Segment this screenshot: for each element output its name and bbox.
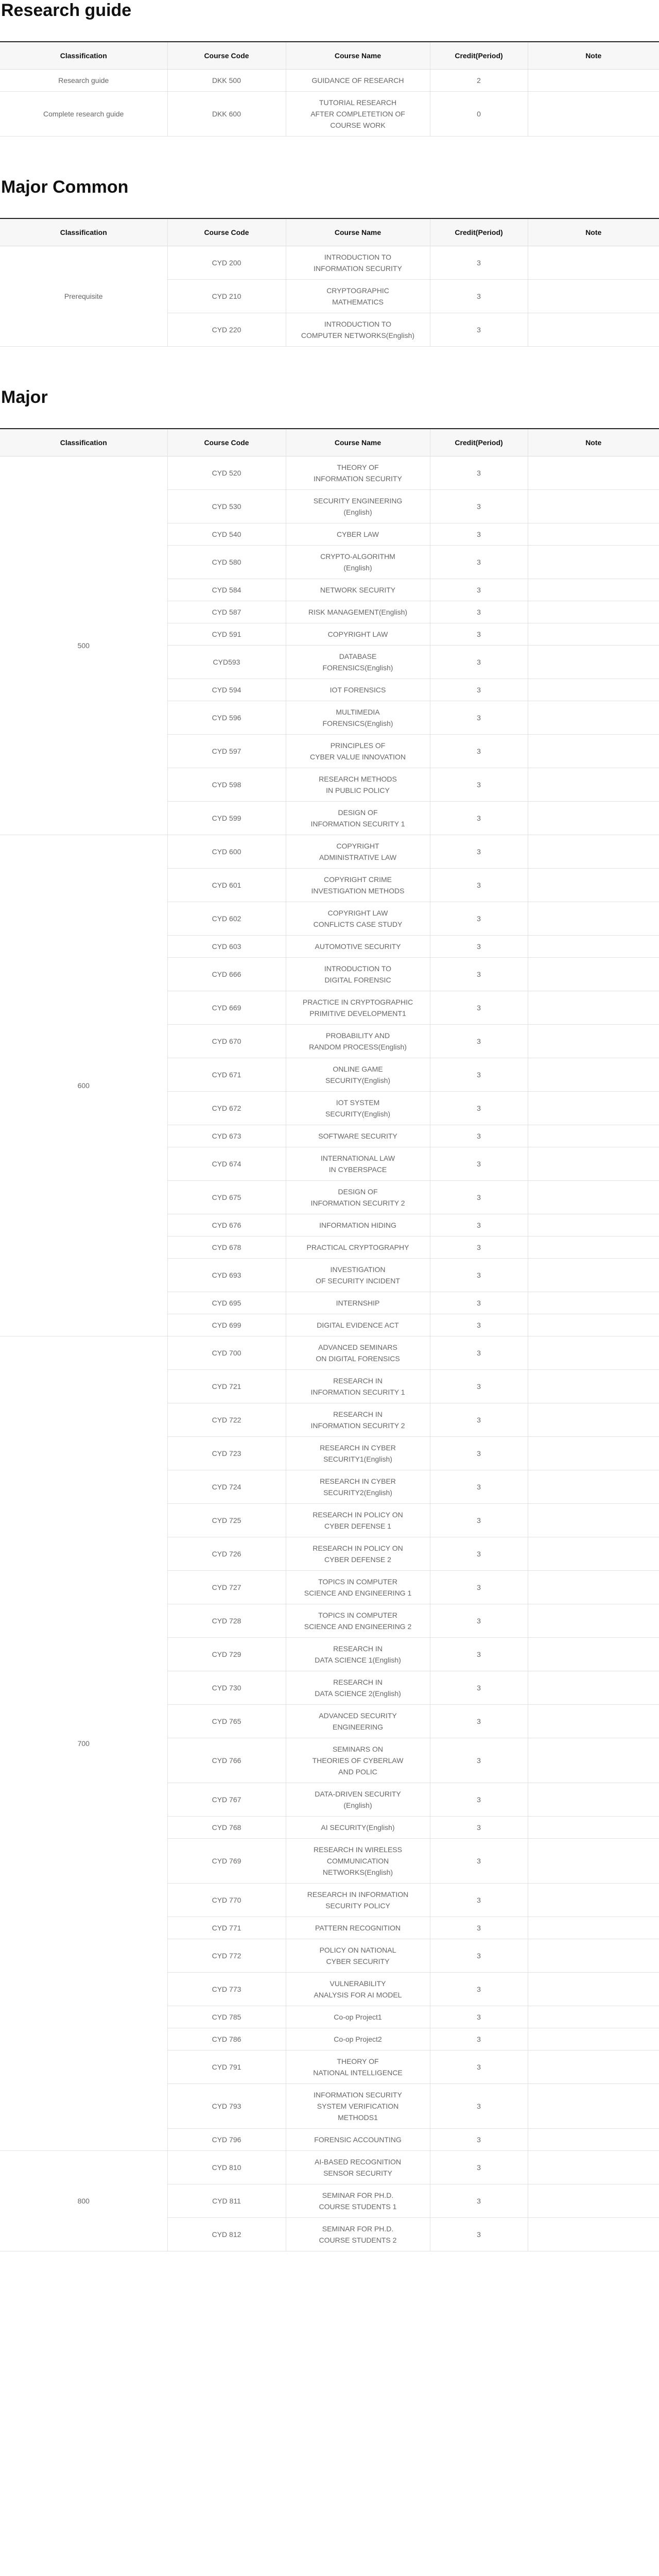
course-name-cell: CRYPTO-ALGORITHM (English) [286, 546, 430, 579]
section-title-research: Research guide [1, 1, 132, 20]
course-code-cell: CYD 672 [167, 1092, 286, 1125]
header-course-name: Course Name [286, 42, 430, 70]
course-name-cell: DATABASE FORENSICS(English) [286, 646, 430, 679]
note-cell [528, 1125, 659, 1147]
course-code-cell: CYD 670 [167, 1025, 286, 1058]
classification-cell: 800 [0, 2151, 167, 2251]
credit-cell: 3 [430, 1236, 528, 1259]
note-cell [528, 2050, 659, 2084]
credit-cell: 3 [430, 280, 528, 313]
note-cell [528, 546, 659, 579]
credit-cell: 3 [430, 2084, 528, 2129]
credit-cell: 3 [430, 1638, 528, 1671]
course-code-cell: CYD 520 [167, 456, 286, 490]
credit-cell: 3 [430, 2028, 528, 2050]
header-course-name: Course Name [286, 218, 430, 246]
course-name-cell: THEORY OF INFORMATION SECURITY [286, 456, 430, 490]
note-cell [528, 1504, 659, 1537]
course-name-cell: AI SECURITY(English) [286, 1817, 430, 1839]
note-cell [528, 313, 659, 347]
note-cell [528, 646, 659, 679]
header-credit: Credit(Period) [430, 429, 528, 456]
course-name-cell: SEMINARS ON THEORIES OF CYBERLAW AND POLIC [286, 1738, 430, 1783]
credit-cell: 3 [430, 1884, 528, 1917]
credit-cell: 3 [430, 802, 528, 835]
note-cell [528, 1092, 659, 1125]
note-cell [528, 1292, 659, 1314]
credit-cell: 3 [430, 546, 528, 579]
credit-cell: 3 [430, 1181, 528, 1214]
header-note: Note [528, 429, 659, 456]
course-code-cell: CYD 673 [167, 1125, 286, 1147]
classification-cell: Research guide [0, 70, 167, 92]
credit-cell: 3 [430, 1058, 528, 1092]
course-code-cell: CYD 723 [167, 1437, 286, 1470]
credit-cell: 3 [430, 246, 528, 280]
course-code-cell: CYD 772 [167, 1939, 286, 1973]
credit-cell: 3 [430, 579, 528, 601]
note-cell [528, 2006, 659, 2028]
course-name-cell: RESEARCH IN DATA SCIENCE 1(English) [286, 1638, 430, 1671]
course-name-cell: RESEARCH IN CYBER SECURITY2(English) [286, 1470, 430, 1504]
credit-cell: 3 [430, 1671, 528, 1705]
course-code-cell: CYD 669 [167, 991, 286, 1025]
header-course-name: Course Name [286, 429, 430, 456]
course-code-cell: CYD 796 [167, 2129, 286, 2151]
course-code-cell: CYD593 [167, 646, 286, 679]
credit-cell: 3 [430, 1370, 528, 1403]
course-name-cell: PRACTICAL CRYPTOGRAPHY [286, 1236, 430, 1259]
credit-cell: 3 [430, 601, 528, 623]
course-name-cell: NETWORK SECURITY [286, 579, 430, 601]
course-code-cell: CYD 598 [167, 768, 286, 802]
course-name-cell: MULTIMEDIA FORENSICS(English) [286, 701, 430, 735]
note-cell [528, 1571, 659, 1604]
course-name-cell: ADVANCED SEMINARS ON DIGITAL FORENSICS [286, 1336, 430, 1370]
course-name-cell: AI-BASED RECOGNITION SENSOR SECURITY [286, 2151, 430, 2184]
course-name-cell: RESEARCH IN POLICY ON CYBER DEFENSE 1 [286, 1504, 430, 1537]
course-name-cell: RESEARCH IN DATA SCIENCE 2(English) [286, 1671, 430, 1705]
course-code-cell: CYD 767 [167, 1783, 286, 1817]
course-name-cell: FORENSIC ACCOUNTING [286, 2129, 430, 2151]
course-name-cell: COPYRIGHT CRIME INVESTIGATION METHODS [286, 869, 430, 902]
course-name-cell: SOFTWARE SECURITY [286, 1125, 430, 1147]
note-cell [528, 1314, 659, 1336]
credit-cell: 3 [430, 1470, 528, 1504]
course-code-cell: CYD 603 [167, 936, 286, 958]
course-code-cell: CYD 700 [167, 1336, 286, 1370]
classification-cell: 600 [0, 835, 167, 1336]
course-code-cell: CYD 786 [167, 2028, 286, 2050]
course-name-cell: RESEARCH IN INFORMATION SECURITY 2 [286, 1403, 430, 1437]
course-code-cell: CYD 730 [167, 1671, 286, 1705]
course-name-cell: COPYRIGHT LAW CONFLICTS CASE STUDY [286, 902, 430, 936]
course-code-cell: CYD 210 [167, 280, 286, 313]
classification-cell: 700 [0, 1336, 167, 2151]
note-cell [528, 70, 659, 92]
note-cell [528, 2028, 659, 2050]
credit-cell: 3 [430, 1504, 528, 1537]
credit-cell: 3 [430, 869, 528, 902]
course-code-cell: CYD 693 [167, 1259, 286, 1292]
credit-cell: 3 [430, 1125, 528, 1147]
note-cell [528, 1470, 659, 1504]
credit-cell: 3 [430, 1783, 528, 1817]
course-name-cell: ONLINE GAME SECURITY(English) [286, 1058, 430, 1092]
course-name-cell: INFORMATION HIDING [286, 1214, 430, 1236]
course-code-cell: CYD 729 [167, 1638, 286, 1671]
course-code-cell: CYD 810 [167, 2151, 286, 2184]
course-name-cell: RESEARCH IN CYBER SECURITY1(English) [286, 1437, 430, 1470]
credit-cell: 3 [430, 835, 528, 869]
course-code-cell: CYD 678 [167, 1236, 286, 1259]
major-common-table [0, 218, 659, 347]
course-name-cell: COPYRIGHT ADMINISTRATIVE LAW [286, 835, 430, 869]
note-cell [528, 835, 659, 869]
note-cell [528, 701, 659, 735]
note-cell [528, 735, 659, 768]
note-cell [528, 490, 659, 523]
credit-cell: 3 [430, 1437, 528, 1470]
course-code-cell: CYD 769 [167, 1839, 286, 1884]
credit-cell: 3 [430, 1336, 528, 1370]
note-cell [528, 1181, 659, 1214]
section-title-major: Major [1, 387, 48, 407]
note-cell [528, 1783, 659, 1817]
course-name-cell: PROBABILITY AND RANDOM PROCESS(English) [286, 1025, 430, 1058]
course-name-cell: INTRODUCTION TO COMPUTER NETWORKS(English) [286, 313, 430, 347]
course-name-cell: RESEARCH METHODS IN PUBLIC POLICY [286, 768, 430, 802]
header-classification: Classification [0, 42, 167, 70]
credit-cell: 3 [430, 768, 528, 802]
credit-cell: 3 [430, 1973, 528, 2006]
note-cell [528, 1917, 659, 1939]
course-name-cell: INTRODUCTION TO DIGITAL FORENSIC [286, 958, 430, 991]
note-cell [528, 280, 659, 313]
course-code-cell: DKK 600 [167, 92, 286, 137]
classification-cell: Prerequisite [0, 246, 167, 347]
credit-cell: 3 [430, 1025, 528, 1058]
course-code-cell: CYD 674 [167, 1147, 286, 1181]
table-row [0, 70, 659, 92]
course-code-cell: CYD 594 [167, 679, 286, 701]
header-course-code: Course Code [167, 429, 286, 456]
credit-cell: 3 [430, 679, 528, 701]
note-cell [528, 991, 659, 1025]
course-name-cell: RESEARCH IN INFORMATION SECURITY POLICY [286, 1884, 430, 1917]
header-note: Note [528, 218, 659, 246]
note-cell [528, 1638, 659, 1671]
course-code-cell: CYD 726 [167, 1537, 286, 1571]
credit-cell: 2 [430, 70, 528, 92]
course-code-cell: CYD 728 [167, 1604, 286, 1638]
header-credit: Credit(Period) [430, 42, 528, 70]
credit-cell: 3 [430, 456, 528, 490]
course-code-cell: CYD 812 [167, 2218, 286, 2251]
course-name-cell: INTRODUCTION TO INFORMATION SECURITY [286, 246, 430, 280]
table-row [0, 2151, 659, 2184]
course-name-cell: DATA-DRIVEN SECURITY (English) [286, 1783, 430, 1817]
course-name-cell: TOPICS IN COMPUTER SCIENCE AND ENGINEERING 1 [286, 1571, 430, 1604]
credit-cell: 3 [430, 2184, 528, 2218]
course-name-cell: CRYPTOGRAPHIC MATHEMATICS [286, 280, 430, 313]
note-cell [528, 1370, 659, 1403]
course-code-cell: CYD 770 [167, 1884, 286, 1917]
course-name-cell: PRINCIPLES OF CYBER VALUE INNOVATION [286, 735, 430, 768]
credit-cell: 3 [430, 1147, 528, 1181]
course-name-cell: CYBER LAW [286, 523, 430, 546]
credit-cell: 3 [430, 1537, 528, 1571]
course-name-cell: PATTERN RECOGNITION [286, 1917, 430, 1939]
course-name-cell: DESIGN OF INFORMATION SECURITY 1 [286, 802, 430, 835]
credit-cell: 3 [430, 1705, 528, 1738]
course-name-cell: IOT FORENSICS [286, 679, 430, 701]
note-cell [528, 623, 659, 646]
note-cell [528, 1025, 659, 1058]
note-cell [528, 2218, 659, 2251]
note-cell [528, 869, 659, 902]
credit-cell: 3 [430, 1738, 528, 1783]
note-cell [528, 1259, 659, 1292]
credit-cell: 3 [430, 1571, 528, 1604]
course-code-cell: CYD 596 [167, 701, 286, 735]
course-code-cell: CYD 793 [167, 2084, 286, 2129]
course-code-cell: CYD 599 [167, 802, 286, 835]
course-code-cell: CYD 766 [167, 1738, 286, 1783]
credit-cell: 3 [430, 1092, 528, 1125]
note-cell [528, 92, 659, 137]
course-name-cell: SEMINAR FOR PH.D. COURSE STUDENTS 2 [286, 2218, 430, 2251]
course-code-cell: CYD 200 [167, 246, 286, 280]
credit-cell: 3 [430, 313, 528, 347]
course-code-cell: CYD 727 [167, 1571, 286, 1604]
course-name-cell: THEORY OF NATIONAL INTELLIGENCE [286, 2050, 430, 2084]
course-code-cell: CYD 791 [167, 2050, 286, 2084]
course-code-cell: CYD 773 [167, 1973, 286, 2006]
credit-cell: 3 [430, 1214, 528, 1236]
note-cell [528, 1058, 659, 1092]
note-cell [528, 1884, 659, 1917]
header-course-code: Course Code [167, 218, 286, 246]
section-title-major-common: Major Common [1, 177, 129, 197]
credit-cell: 3 [430, 1817, 528, 1839]
course-code-cell: CYD 676 [167, 1214, 286, 1236]
header-credit: Credit(Period) [430, 218, 528, 246]
credit-cell: 3 [430, 1292, 528, 1314]
credit-cell: 3 [430, 2050, 528, 2084]
course-name-cell: GUIDANCE OF RESEARCH [286, 70, 430, 92]
course-name-cell: AUTOMOTIVE SECURITY [286, 936, 430, 958]
credit-cell: 3 [430, 2218, 528, 2251]
header-classification: Classification [0, 429, 167, 456]
header-course-code: Course Code [167, 42, 286, 70]
credit-cell: 3 [430, 1314, 528, 1336]
course-code-cell: CYD 722 [167, 1403, 286, 1437]
table-row [0, 246, 659, 280]
course-code-cell: CYD 724 [167, 1470, 286, 1504]
course-name-cell: IOT SYSTEM SECURITY(English) [286, 1092, 430, 1125]
note-cell [528, 902, 659, 936]
classification-cell: Complete research guide [0, 92, 167, 137]
credit-cell: 3 [430, 1917, 528, 1939]
course-name-cell: PRACTICE IN CRYPTOGRAPHIC PRIMITIVE DEVELOPMENT1 [286, 991, 430, 1025]
note-cell [528, 579, 659, 601]
course-code-cell: CYD 699 [167, 1314, 286, 1336]
note-cell [528, 2084, 659, 2129]
course-name-cell: RESEARCH IN INFORMATION SECURITY 1 [286, 1370, 430, 1403]
note-cell [528, 1705, 659, 1738]
note-cell [528, 523, 659, 546]
note-cell [528, 1403, 659, 1437]
course-code-cell: CYD 220 [167, 313, 286, 347]
table-row [0, 456, 659, 490]
course-code-cell: CYD 666 [167, 958, 286, 991]
credit-cell: 3 [430, 523, 528, 546]
header-classification: Classification [0, 218, 167, 246]
course-name-cell: INTERNATIONAL LAW IN CYBERSPACE [286, 1147, 430, 1181]
credit-cell: 3 [430, 701, 528, 735]
table-row [0, 92, 659, 137]
course-name-cell: SEMINAR FOR PH.D. COURSE STUDENTS 1 [286, 2184, 430, 2218]
credit-cell: 0 [430, 92, 528, 137]
classification-cell: 500 [0, 456, 167, 835]
course-name-cell: Co-op Project2 [286, 2028, 430, 2050]
note-cell [528, 246, 659, 280]
course-name-cell: Co-op Project1 [286, 2006, 430, 2028]
course-name-cell: TOPICS IN COMPUTER SCIENCE AND ENGINEERING 2 [286, 1604, 430, 1638]
course-code-cell: CYD 580 [167, 546, 286, 579]
course-code-cell: CYD 602 [167, 902, 286, 936]
credit-cell: 3 [430, 991, 528, 1025]
course-code-cell: CYD 600 [167, 835, 286, 869]
course-code-cell: CYD 597 [167, 735, 286, 768]
note-cell [528, 768, 659, 802]
credit-cell: 3 [430, 902, 528, 936]
note-cell [528, 2184, 659, 2218]
credit-cell: 3 [430, 646, 528, 679]
course-code-cell: CYD 721 [167, 1370, 286, 1403]
note-cell [528, 1437, 659, 1470]
credit-cell: 3 [430, 490, 528, 523]
note-cell [528, 1839, 659, 1884]
course-name-cell: POLICY ON NATIONAL CYBER SECURITY [286, 1939, 430, 1973]
course-code-cell: CYD 768 [167, 1817, 286, 1839]
course-code-cell: CYD 811 [167, 2184, 286, 2218]
major-table [0, 428, 659, 2251]
header-note: Note [528, 42, 659, 70]
note-cell [528, 1939, 659, 1973]
note-cell [528, 936, 659, 958]
credit-cell: 3 [430, 623, 528, 646]
credit-cell: 3 [430, 1403, 528, 1437]
note-cell [528, 1738, 659, 1783]
note-cell [528, 2151, 659, 2184]
note-cell [528, 802, 659, 835]
course-name-cell: RESEARCH IN WIRELESS COMMUNICATION NETWORKS(English) [286, 1839, 430, 1884]
course-name-cell: INVESTIGATION OF SECURITY INCIDENT [286, 1259, 430, 1292]
course-name-cell: INTERNSHIP [286, 1292, 430, 1314]
note-cell [528, 1214, 659, 1236]
course-code-cell: CYD 785 [167, 2006, 286, 2028]
note-cell [528, 958, 659, 991]
credit-cell: 3 [430, 1939, 528, 1973]
course-code-cell: CYD 530 [167, 490, 286, 523]
course-name-cell: COPYRIGHT LAW [286, 623, 430, 646]
course-name-cell: DESIGN OF INFORMATION SECURITY 2 [286, 1181, 430, 1214]
course-code-cell: CYD 591 [167, 623, 286, 646]
course-code-cell: CYD 601 [167, 869, 286, 902]
credit-cell: 3 [430, 735, 528, 768]
course-name-cell: INFORMATION SECURITY SYSTEM VERIFICATION METHODS1 [286, 2084, 430, 2129]
note-cell [528, 2129, 659, 2151]
credit-cell: 3 [430, 1839, 528, 1884]
note-cell [528, 601, 659, 623]
note-cell [528, 679, 659, 701]
table-row [0, 835, 659, 869]
note-cell [528, 1973, 659, 2006]
credit-cell: 3 [430, 2129, 528, 2151]
note-cell [528, 1817, 659, 1839]
course-code-cell: CYD 695 [167, 1292, 286, 1314]
course-name-cell: RESEARCH IN POLICY ON CYBER DEFENSE 2 [286, 1537, 430, 1571]
course-name-cell: VULNERABILITY ANALYSIS FOR AI MODEL [286, 1973, 430, 2006]
note-cell [528, 456, 659, 490]
course-code-cell: CYD 771 [167, 1917, 286, 1939]
course-code-cell: CYD 725 [167, 1504, 286, 1537]
note-cell [528, 1537, 659, 1571]
course-code-cell: CYD 671 [167, 1058, 286, 1092]
course-code-cell: CYD 540 [167, 523, 286, 546]
course-code-cell: CYD 675 [167, 1181, 286, 1214]
note-cell [528, 1236, 659, 1259]
course-name-cell: SECURITY ENGINEERING (English) [286, 490, 430, 523]
course-code-cell: CYD 584 [167, 579, 286, 601]
note-cell [528, 1604, 659, 1638]
course-name-cell: ADVANCED SECURITY ENGINEERING [286, 1705, 430, 1738]
course-code-cell: DKK 500 [167, 70, 286, 92]
credit-cell: 3 [430, 1259, 528, 1292]
research-table [0, 41, 659, 137]
course-name-cell: TUTORIAL RESEARCH AFTER COMPLETETION OF COURSE WORK [286, 92, 430, 137]
credit-cell: 3 [430, 936, 528, 958]
course-code-cell: CYD 587 [167, 601, 286, 623]
note-cell [528, 1671, 659, 1705]
credit-cell: 3 [430, 958, 528, 991]
note-cell [528, 1147, 659, 1181]
credit-cell: 3 [430, 1604, 528, 1638]
note-cell [528, 1336, 659, 1370]
credit-cell: 3 [430, 2006, 528, 2028]
table-row [0, 1336, 659, 1370]
course-name-cell: DIGITAL EVIDENCE ACT [286, 1314, 430, 1336]
course-code-cell: CYD 765 [167, 1705, 286, 1738]
course-name-cell: RISK MANAGEMENT(English) [286, 601, 430, 623]
credit-cell: 3 [430, 2151, 528, 2184]
